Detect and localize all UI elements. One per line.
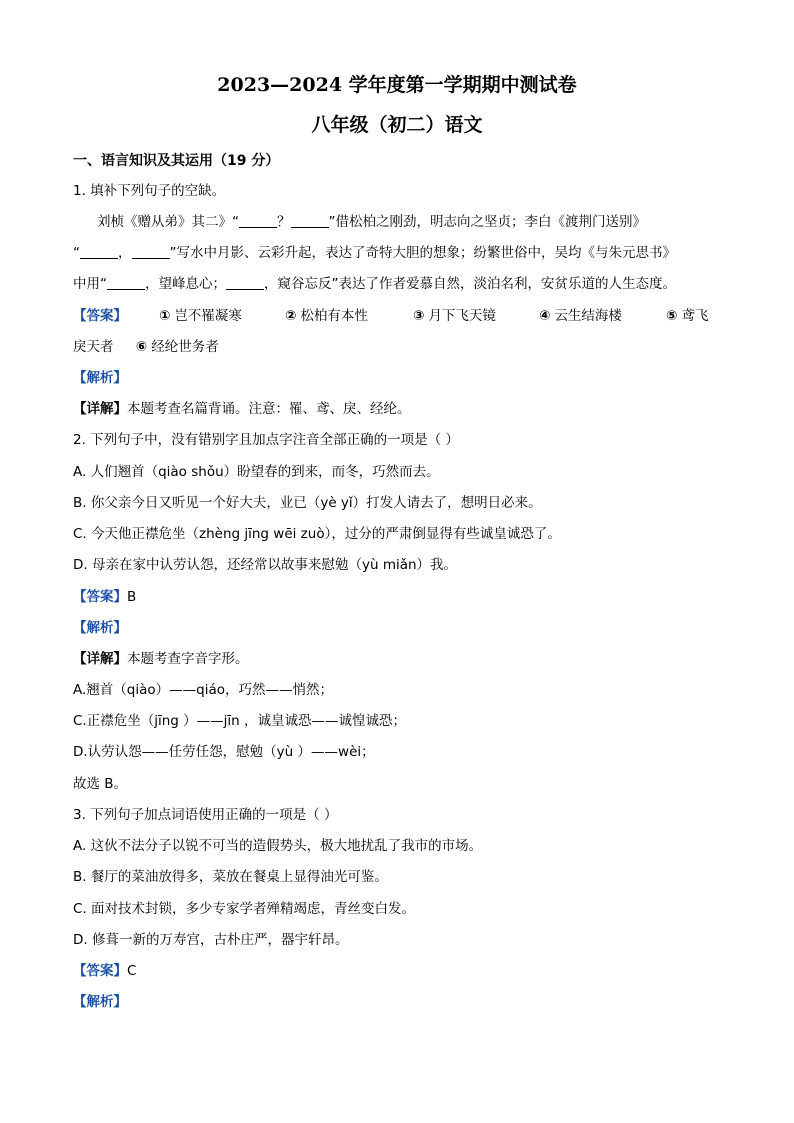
question-1-answer-line1 (73, 306, 709, 326)
answer-item: ⑤ 鸢飞 (666, 308, 709, 324)
question-2-reason-d: D.认劳认怨——任劳任怨，慰勉（yù ）——wèi； (73, 744, 375, 760)
question-2-conclusion: 故选 B。 (73, 776, 128, 792)
exam-title: 2023—2024 学年度第一学期期中测试卷 (217, 74, 577, 96)
question-2-detail: 【详解】本题考查字音字形。 (73, 651, 249, 667)
question-2-option-d: D. 母亲在家中认劳认怨，还经常以故事来慰勉（yù miǎn）我。 (73, 557, 458, 573)
fill-blank (107, 275, 145, 290)
section-heading: 一、语言知识及其运用（19 分） (73, 153, 280, 169)
question-3-option-b: B. 餐厅的菜油放得多，菜放在餐桌上显得油光可鉴。 (73, 869, 388, 885)
question-1-analysis (73, 368, 127, 388)
question-2-reason-c: C.正襟危坐（jīng ）——jīn ，诚皇诚恐——诚惶诚恐； (73, 713, 406, 729)
fill-blank (226, 275, 264, 290)
question-1-answer-line2: 戾天者 ⑥ 经纶世务者 (73, 339, 219, 355)
question-3-analysis (73, 992, 127, 1012)
answer-item: ⑥ 经纶世务者 (135, 339, 219, 355)
answer-tag: 【答案】 (73, 308, 127, 324)
answer-item: ④ 云生结海楼 (539, 308, 622, 324)
question-3-answer: 【答案】C (73, 963, 137, 979)
fill-blank (291, 213, 329, 228)
analysis-tag: 【解析】 (73, 370, 127, 386)
fill-blank (132, 244, 170, 259)
question-3-stem: 3. 下列句子加点词语使用正确的一项是（ ） (73, 807, 338, 823)
answer-tag: 【答案】 (73, 589, 127, 605)
question-2-option-b: B. 你父亲今日又听见一个好大夫，业已（yè yǐ）打发人请去了，想明日必来。 (73, 495, 542, 511)
answer-item: ① 岂不罹凝寒 (159, 308, 242, 324)
answer-item: ② 松柏有本性 (285, 308, 368, 324)
answer-tag: 【答案】 (73, 963, 127, 979)
question-2-option-c: C. 今天他正襟危坐（zhèng jīng wēi zuò），过分的严肃倒显得有些诚皇诚恐了。 (73, 526, 561, 542)
question-1-passage-line3: 中用“ ，望峰息心； ，窥谷忘反”表达了作者爱慕自然，淡泊名利，安贫乐道的人生态度。 (73, 276, 676, 292)
question-1-passage-line2: “ ， ”写水中月影、云彩升起，表达了奇特大胆的想象；纷繁世俗中，吴均《与朱元思书》 (73, 245, 676, 261)
question-2-answer: 【答案】B (73, 589, 137, 605)
analysis-tag: 【解析】 (73, 994, 127, 1010)
detail-tag: 【详解】 (73, 401, 127, 417)
analysis-tag: 【解析】 (73, 620, 127, 636)
question-3-option-a: A. 这伙不法分子以锐不可当的造假势头，极大地扰乱了我市的市场。 (73, 838, 483, 854)
fill-blank (239, 213, 277, 228)
fill-blank (80, 244, 118, 259)
question-1-detail: 【详解】本题考查名篇背诵。注意：罹、鸢、戾、经纶。 (73, 401, 411, 417)
question-1-stem: 1. 填补下列句子的空缺。 (73, 183, 226, 199)
detail-tag: 【详解】 (73, 651, 127, 667)
question-3-option-c: C. 面对技术封锁，多少专家学者殚精竭虑，青丝变白发。 (73, 901, 416, 917)
answer-item: ③ 月下飞天镜 (413, 308, 496, 324)
question-2-analysis (73, 618, 127, 638)
question-1-passage-line1: 刘桢《赠从弟》其二》“ ？ ”借松柏之刚劲，明志向之坚贞；李白《渡荆门送别》 (97, 214, 646, 230)
question-2-option-a: A. 人们翘首（qiào shǒu）盼望春的到来，而冬，巧然而去。 (73, 464, 440, 480)
question-2-stem: 2. 下列句子中，没有错别字且加点字注音全部正确的一项是（ ） (73, 432, 459, 448)
question-3-option-d: D. 修葺一新的万寿宫，古朴庄严，器宇轩昂。 (73, 932, 349, 948)
question-2-reason-a: A.翘首（qiào）——qiáo，巧然——悄然； (73, 682, 333, 698)
exam-subtitle: 八年级（初二）语文 (311, 114, 483, 136)
